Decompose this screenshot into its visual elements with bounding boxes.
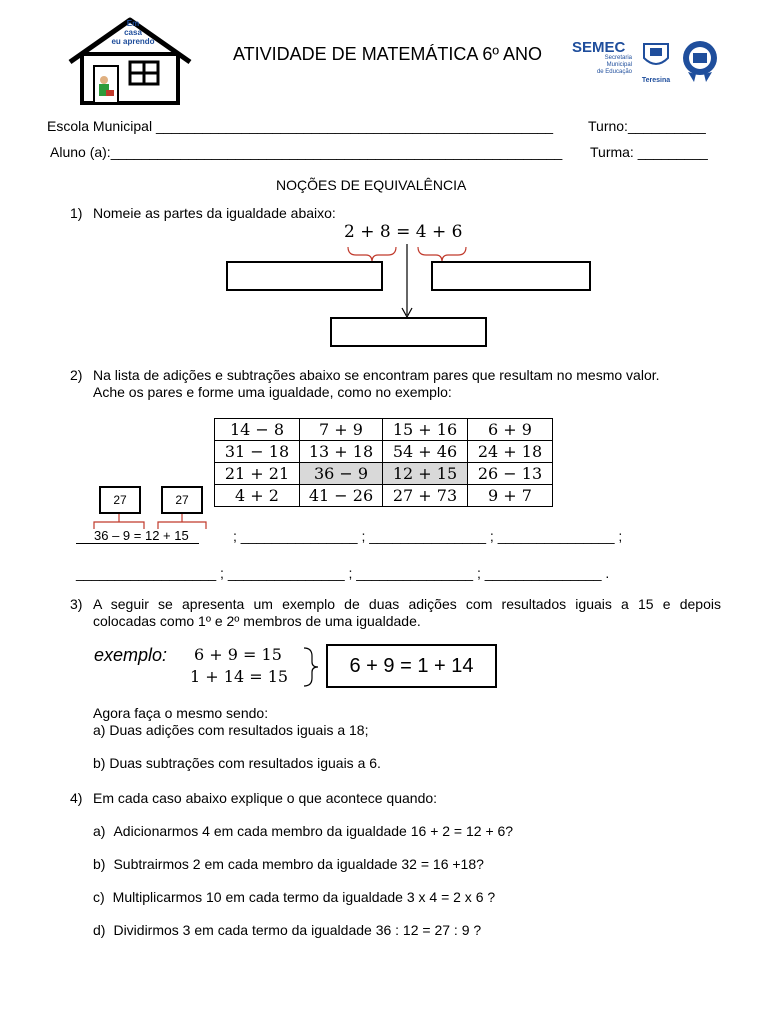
table-cell: 31 − 18 [215,441,300,463]
q2-answer-blanks-row2[interactable]: __________________ ; _______________ ; _______________ ; _______________ . [76,565,610,581]
table-cell: 4 + 2 [215,485,300,507]
q2-answer-blanks-row1[interactable]: ; _______________ ; _______________ ; _______________ ; [233,528,623,544]
bracket-right [418,247,466,262]
answer-box-second-member[interactable] [431,261,591,291]
table-cell: 7 + 9 [300,419,383,441]
example-eq2: 1 + 14 = 15 [190,667,289,686]
school-field: Escola Municipal ___________________________________________________ [47,118,554,134]
table-cell: 41 − 26 [300,485,383,507]
section-title: NOÇÕES DE EQUIVALÊNCIA [276,177,467,193]
table-row [215,485,553,507]
example-value-right: 27 [161,486,203,514]
table-cell-highlighted: 12 + 15 [383,463,468,485]
table-cell: 15 + 16 [383,419,468,441]
example-answer: 36 – 9 = 12 + 15 [76,528,199,544]
class-blank[interactable]: _________ [637,144,708,160]
q3-item-b: b) Duas subtrações com resultados iguais a 6. [93,755,381,771]
table-cell: 54 + 46 [383,441,468,463]
q3-item-a: a) Duas adições com resultados iguais a 18; [93,722,369,738]
q1-number: 1) [70,205,83,221]
table-cell-highlighted: 36 − 9 [300,463,383,485]
student-blank[interactable]: __________________________________________________________ [110,144,563,160]
shift-field: Turno:__________ [588,118,706,134]
city-coat-of-arms: Teresina [638,40,674,80]
table-cell: 26 − 13 [468,463,553,485]
example-value-left: 27 [99,486,141,514]
q2-line2: Ache os pares e forme uma igualdade, como no exemplo: [93,384,452,400]
q3-line1: A seguir se apresenta um exemplo de duas adições com resultados iguais a 15 e depois [93,596,721,612]
table-row [215,441,553,463]
expressions-table [214,418,553,507]
q3-instruction: Agora faça o mesmo sendo: [93,705,269,721]
q2-line1: Na lista de adições e subtrações abaixo se encontram pares que resultam no mesmo valor. [93,367,660,383]
q4-item: d) Dividirmos 3 em cada termo da igualdade 36 : 12 = 27 : 9 ? [93,922,482,938]
answer-box-first-member[interactable] [226,261,383,291]
bracket-left [348,247,396,262]
student-field: Aluno (a):__________________________________________________________ [50,144,563,160]
q1-text: Nomeie as partes da igualdade abaixo: [93,205,336,221]
table-row [215,419,553,441]
curly-brace [304,648,318,686]
table-cell: 14 − 8 [215,419,300,441]
q3-number: 3) [70,596,83,612]
example-eq1: 6 + 9 = 15 [194,645,282,664]
q1-equation: 2 + 8 = 4 + 6 [344,222,463,242]
page-title: ATIVIDADE DE MATEMÁTICA 6º ANO [233,44,542,64]
table-cell: 9 + 7 [468,485,553,507]
table-cell: 27 + 73 [383,485,468,507]
q4-item: b) Subtrairmos 2 em cada membro da igualdade 32 = 16 +18? [93,856,484,872]
q3-line2: colocadas como 1º e 2º membros de uma igualdade. [93,613,421,629]
school-blank[interactable]: ___________________________________________________ [155,118,554,134]
example-result-box: 6 + 9 = 1 + 14 [326,644,497,688]
q4-item: a) Adicionarmos 4 em cada membro da igualdade 16 + 2 = 12 + 6? [93,823,514,839]
semec-logo: SEMEC Secretaria Municipal de Educação [572,39,632,75]
table-row [215,463,553,485]
table-cell: 24 + 18 [468,441,553,463]
example-label: exemplo: [94,645,168,665]
house-logo-text: Em casa eu aprendo [111,19,155,46]
table-cell: 21 + 21 [215,463,300,485]
table-cell: 6 + 9 [468,419,553,441]
shift-blank[interactable]: __________ [627,118,706,134]
q4-item: c) Multiplicarmos 10 em cada termo da igualdade 3 x 4 = 2 x 6 ? [93,889,496,905]
q4-text: Em cada caso abaixo explique o que acontece quando: [93,790,438,806]
q4-number: 4) [70,790,83,806]
class-field: Turma: _________ [590,144,708,160]
q2-number: 2) [70,367,83,383]
table-cell: 13 + 18 [300,441,383,463]
answer-box-equal-sign[interactable] [330,317,487,347]
